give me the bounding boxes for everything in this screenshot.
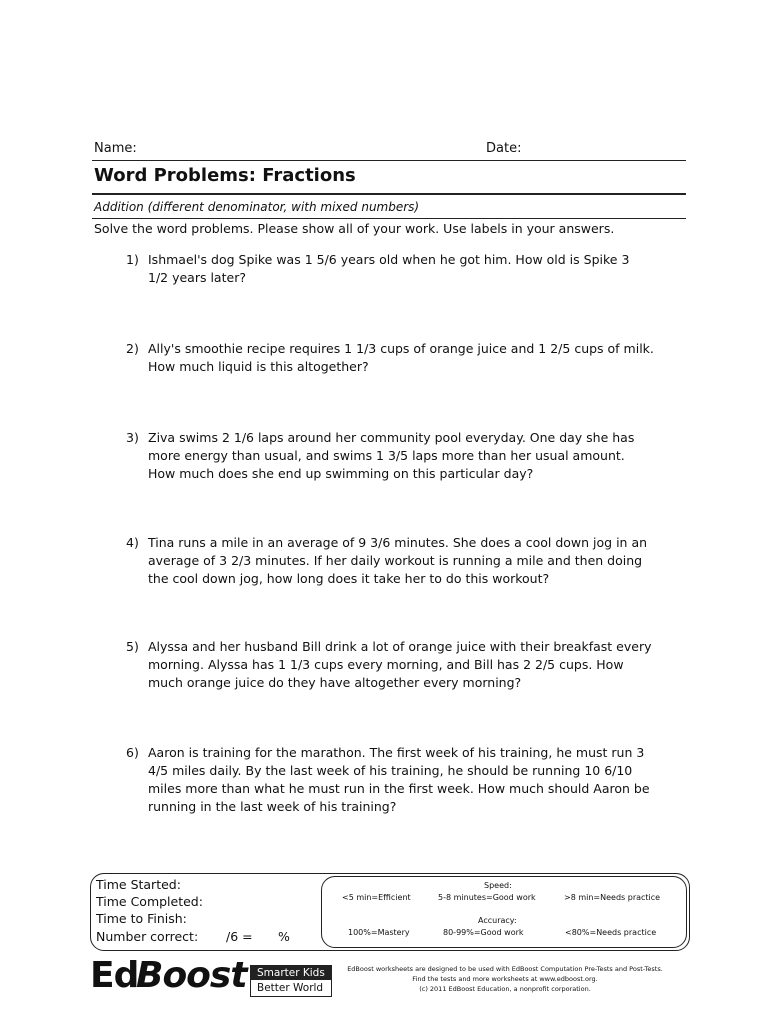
name-date-rule — [92, 160, 686, 161]
problem-number: 6) — [126, 745, 139, 760]
tagline-line-1: Smarter Kids — [257, 967, 325, 979]
problem-number: 1) — [126, 252, 139, 267]
problem-2 — [126, 340, 666, 376]
accuracy-title: Accuracy: — [478, 916, 517, 925]
time-to-finish-label: Time to Finish: — [96, 911, 187, 926]
problem-text: Aaron is training for the marathon. The first week of his training, he must run 3 4/5 miles daily. By the last week of his training, he should be running 10 6/10 miles more than what he must run in the first week. How much should Aaron be running in the last week of his training? — [148, 745, 650, 814]
speed-title: Speed: — [484, 881, 512, 890]
worksheet-title: Word Problems: Fractions — [94, 165, 356, 186]
problem-text: Tina runs a mile in an average of 9 3/6 minutes. She does a cool down jog in an average of 3 2/3 minutes. If her daily workout is running a mile and then doing the cool down jog, how long does it take her to do this workout? — [148, 535, 648, 586]
problem-text: Ishmael's dog Spike was 1 5/6 years old when he got him. How old is Spike 3 1/2 years later? — [148, 252, 630, 285]
title-rule — [92, 193, 686, 195]
percent-label: % — [278, 929, 290, 944]
problem-number: 5) — [126, 639, 139, 654]
edboost-logo-boost: Boost — [136, 955, 247, 996]
date-label: Date: — [486, 141, 522, 156]
time-started-label: Time Started: — [96, 877, 181, 892]
footer-note-1: EdBoost worksheets are designed to be used with EdBoost Computation Pre-Tests and Post-Tests. — [347, 965, 663, 973]
worksheet-subtitle: Addition (different denominator, with mixed numbers) — [94, 200, 420, 214]
problem-1 — [126, 251, 666, 287]
footer-note-3: (c) 2011 EdBoost Education, a nonprofit corporation. — [419, 985, 591, 993]
speed-practice: >8 min=Needs practice — [564, 893, 661, 902]
problem-5 — [126, 638, 666, 692]
problem-text: Ziva swims 2 1/6 laps around her community pool everyday. One day she has more energy than usual, and swims 1 3/5 laps more than her usual amount. How much does she end up swimming on this particular day? — [148, 430, 635, 481]
problem-4 — [126, 534, 666, 588]
accuracy-good: 80-99%=Good work — [443, 928, 524, 937]
problem-text: Alyssa and her husband Bill drink a lot of orange juice with their breakfast every morning. Alyssa has 1 1/3 cups every morning, and Bill has 2 2/5 cups. How much orange juice do they have altogether every morning? — [148, 639, 652, 690]
time-completed-label: Time Completed: — [96, 894, 203, 909]
speed-efficient: <5 min=Efficient — [342, 893, 411, 902]
number-correct-label: Number correct: — [96, 929, 199, 944]
tagline-line-2: Better World — [257, 982, 324, 994]
accuracy-practice: <80%=Needs practice — [565, 928, 657, 937]
name-label: Name: — [94, 141, 137, 156]
problem-text: Ally's smoothie recipe requires 1 1/3 cups of orange juice and 1 2/5 cups of milk. How much liquid is this altogether? — [148, 341, 654, 374]
speed-good: 5-8 minutes=Good work — [438, 893, 536, 902]
edboost-logo-ed: Ed — [90, 955, 139, 996]
out-of-label: /6 = — [226, 929, 253, 944]
instructions: Solve the word problems. Please show all of your work. Use labels in your answers. — [94, 221, 615, 236]
subtitle-rule — [92, 218, 686, 219]
logo-tagline — [250, 965, 332, 997]
problem-number: 3) — [126, 430, 139, 445]
footer-note-2: Find the tests and more worksheets at www.edboost.org. — [412, 975, 598, 983]
accuracy-mastery: 100%=Mastery — [348, 928, 410, 937]
problem-6 — [126, 744, 666, 816]
problem-number: 2) — [126, 341, 139, 356]
problem-number: 4) — [126, 535, 139, 550]
problem-3 — [126, 429, 666, 483]
